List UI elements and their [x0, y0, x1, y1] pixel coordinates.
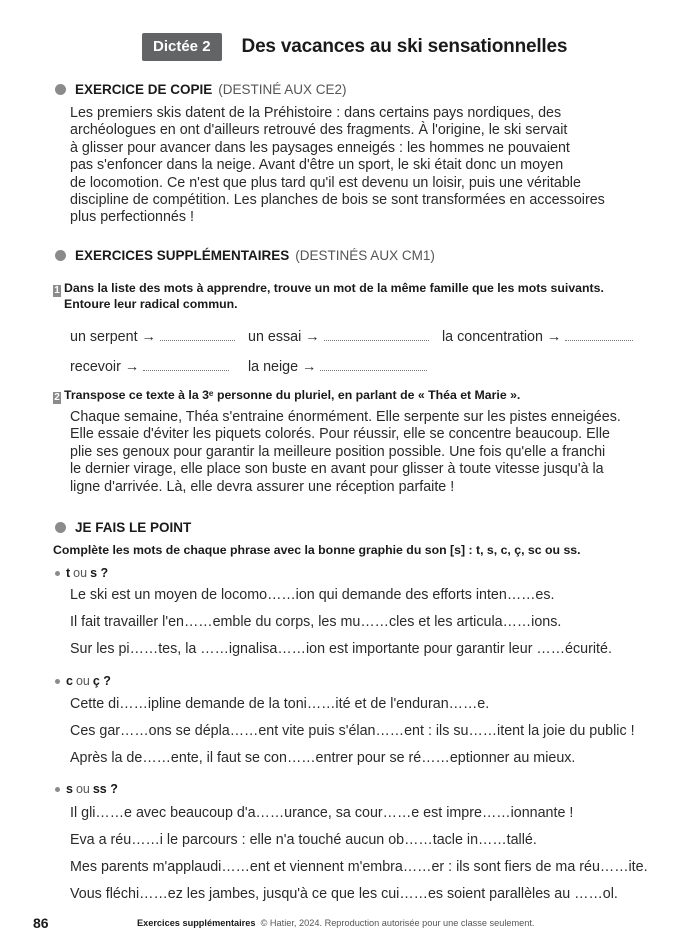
section-title: EXERCICE DE COPIE: [75, 82, 213, 97]
exercise-sentence: Vous fléchi……ez les jambes, jusqu'à ce que les cui……es soient parallèles au ……ol.: [70, 886, 618, 902]
text-line: Elle essaie d'éviter les piquets colorés. Pour réussir, elle se concentre beaucoup. Elle: [70, 426, 610, 443]
exercise-sentence: Sur les pi……tes, la ……ignalisa……ion est importante pour garantir leur ……écurité.: [70, 641, 612, 657]
text-line: de locomotion. Ce n'est que plus tard qu'il est devenu un loisir, puis une véritable: [70, 174, 581, 191]
group-label-t-s: t ou s ?: [55, 566, 108, 580]
small-bullet-icon: [55, 679, 60, 684]
section-subtitle: (DESTINÉ AUX CE2): [218, 82, 347, 97]
word-item: un serpent →: [70, 329, 248, 345]
page-footer: [33, 915, 673, 931]
answer-blank[interactable]: [565, 330, 633, 341]
footer-text: Exercices supplémentaires © Hatier, 2024. Reproduction autorisée pour une classe seulement.: [137, 918, 535, 928]
group-label-c-c-cedilla: c ou ç ?: [55, 674, 111, 688]
answer-blank[interactable]: [160, 330, 235, 341]
text-line: Chaque semaine, Théa s'entraine énormément. Elle serpente sur les pistes enneigées.: [70, 409, 621, 425]
section-copie-heading: [55, 82, 347, 97]
exercise-2-text: [70, 409, 650, 496]
section-point-heading: [55, 520, 191, 535]
bullet-dot-icon: [55, 250, 66, 261]
text-line: le dernier virage, elle place son buste en avant pour glisser à toute vitesse jusqu'à la: [70, 461, 604, 478]
answer-blank[interactable]: [143, 360, 229, 371]
dictation-badge: Dictée 2: [142, 33, 222, 61]
bullet-dot-icon: [55, 84, 66, 95]
section-supp-heading: [55, 248, 435, 263]
text-line: Les premiers skis datent de la Préhistoire : dans certains pays nordiques, des: [70, 105, 562, 121]
answer-blank[interactable]: [320, 360, 427, 371]
dictation-header: [142, 33, 567, 61]
word-item: la concentration →: [442, 329, 633, 345]
exercise-sentence: Le ski est un moyen de locomo……ion qui demande des efforts inten……es.: [70, 587, 555, 603]
exercise-1-instruction: 1 Dans la liste des mots à apprendre, trouve un mot de la même famille que les mots suivants. Entoure leur radical commun.: [54, 281, 604, 311]
exercise-number: 2: [54, 392, 60, 403]
word-item: recevoir →: [70, 359, 248, 375]
group-label-s-ss: s ou ss ?: [55, 782, 118, 796]
answer-blank[interactable]: [324, 330, 429, 341]
page-number: 86: [33, 915, 49, 931]
text-line: archéologues en ont d'ailleurs retrouvé des fragments. À l'origine, le ski servait: [70, 122, 568, 139]
word-row-2: [70, 359, 427, 375]
text-line: pas s'enfoncer dans la neige. Avant d'être un sport, le ski était donc un moyen: [70, 157, 564, 174]
exercise-sentence: Eva a réu……i le parcours : elle n'a touché aucun ob……tacle in……tallé.: [70, 832, 537, 848]
bullet-dot-icon: [55, 522, 66, 533]
page-title: Des vacances au ski sensationnelles: [241, 36, 568, 57]
small-bullet-icon: [55, 571, 60, 576]
section-title: JE FAIS LE POINT: [75, 520, 192, 535]
text-line: ligne d'arrivée. Là, elle devra assurer une réception parfaite !: [70, 478, 455, 495]
point-instruction: Complète les mots de chaque phrase avec la bonne graphie du son [s] : t, s, c, ç, sc ou ss.: [53, 543, 581, 557]
section-subtitle: (DESTINÉS AUX CM1): [295, 248, 435, 263]
section-title: EXERCICES SUPPLÉMENTAIRES: [75, 248, 290, 263]
exercise-sentence: Il gli……e avec beaucoup d'a……urance, sa cour……e est impre……ionnante !: [70, 805, 574, 821]
exercise-sentence: Mes parents m'applaudi……ent et viennent m'embra……er : ils sont fiers de ma réu……ite.: [70, 859, 648, 875]
copie-text: [70, 105, 650, 227]
exercise-2-instruction: 2 Transpose ce texte à la 3ᵉ personne du pluriel, en parlant de « Théa et Marie ».: [54, 388, 521, 403]
exercise-number: 1: [54, 285, 60, 296]
text-line: à glisser pour avancer dans les paysages enneigés : les hommes ne pouvaient: [70, 139, 570, 156]
exercise-sentence: Cette di……ipline demande de la toni……ité et de l'enduran……e.: [70, 696, 490, 712]
exercise-sentence: Ces gar……ons se dépla……ent vite puis s'élan……ent : ils su……itent la joie du public !: [70, 723, 635, 739]
word-row-1: [70, 329, 633, 345]
text-line: discipline de compétition. Les planches de bois se sont transformées en accessoires: [70, 192, 605, 209]
text-line: plie ses genoux pour garantir la meilleure position possible. Une fois qu'elle a franchi: [70, 443, 606, 460]
word-item: la neige →: [248, 359, 427, 375]
exercise-sentence: Après la de……ente, il faut se con……entrer pour se ré……eptionner au mieux.: [70, 750, 576, 766]
exercise-sentence: Il fait travailler l'en……emble du corps, les mu……cles et les articula……ions.: [70, 614, 562, 630]
text-line: plus perfectionnés !: [70, 209, 194, 226]
small-bullet-icon: [55, 787, 60, 792]
word-item: un essai →: [248, 329, 442, 345]
